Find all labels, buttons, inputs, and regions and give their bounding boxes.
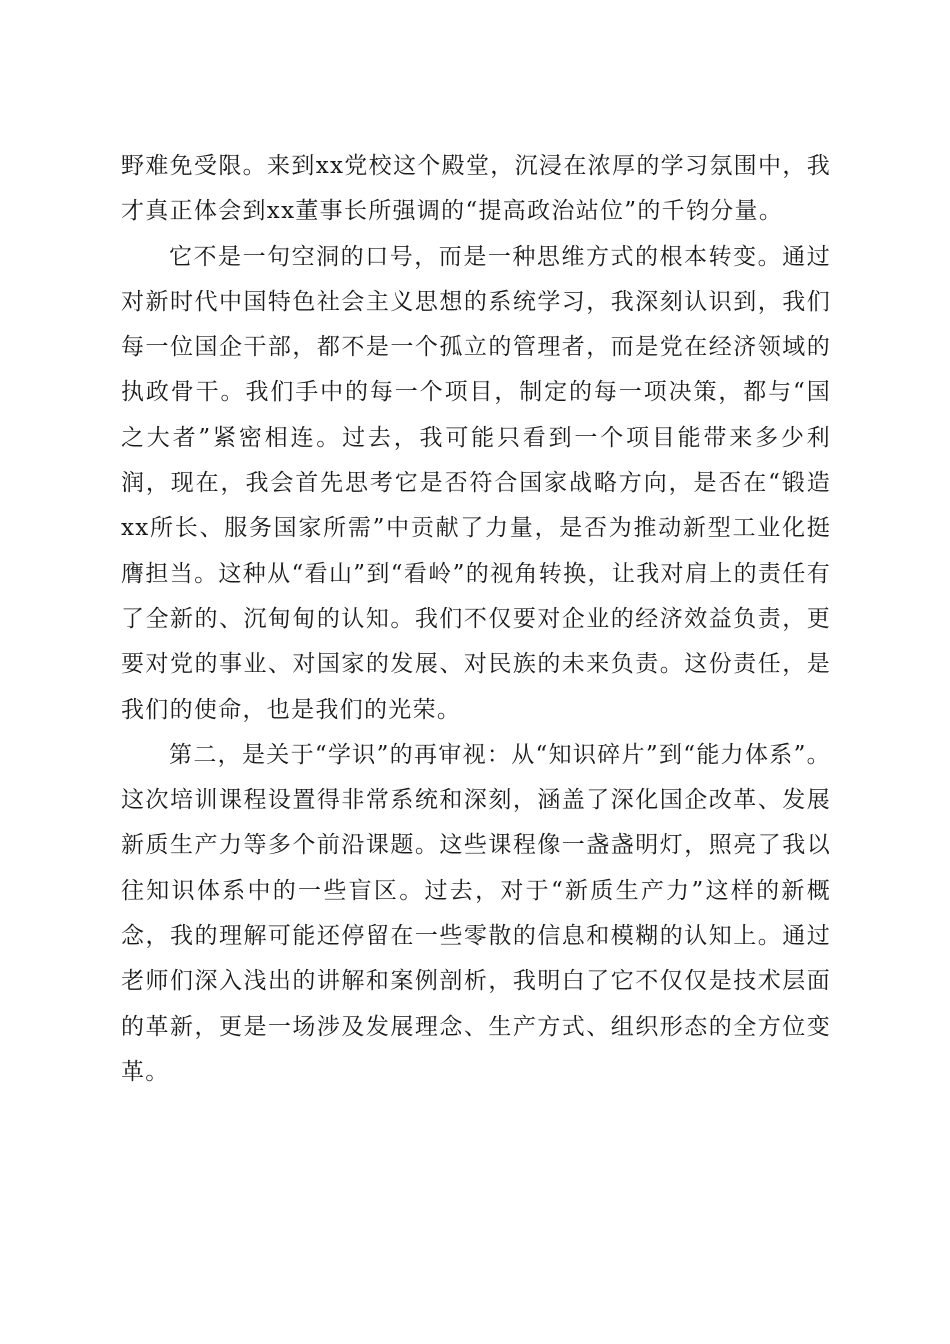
paragraph-knowledge-review: 第二，是关于“学识”的再审视：从“知识碎片”到“能力体系”。这次培训课程设置得非常系统和深刻，涵盖了深化国企改革、发展新质生产力等多个前沿课题。这些课程像一盏盏明灯，照亮了我以往知识体系中的一些盲区。过去，对于“新质生产力”这样的新概念，我的理解可能还停留在一些零散的信息和模糊的认知上。通过老师们深入浅出的讲解和案例剖析，我明白了它不仅仅是技术层面的革新，更是一场涉及发展理念、生产方式、组织形态的全方位变革。 (121, 741, 831, 1085)
document-body (121, 144, 831, 1095)
paragraph-continued: 野难免受限。来到xx党校这个殿堂，沉浸在浓厚的学习氛围中，我才真正体会到xx董事长所强调的“提高政治站位”的千钧分量。 (121, 153, 831, 225)
paragraph-political-stance: 它不是一句空洞的口号，而是一种思维方式的根本转变。通过对新时代中国特色社会主义思想的系统学习，我深刻认识到，我们每一位国企干部，都不是一个孤立的管理者，而是党在经济领域的执政骨干。我们手中的每一个项目，制定的每一项决策，都与“国之大者”紧密相连。过去，我可能只看到一个项目能带来多少利润，现在，我会首先思考它是否符合国家战略方向，是否在“锻造xx所长、服务国家所需”中贡献了力量，是否为推动新型工业化挺膺担当。这种从“看山”到“看岭”的视角转换，让我对肩上的责任有了全新的、沉甸甸的认知。我们不仅要对企业的经济效益负责，更要对党的事业、对国家的发展、对民族的未来负责。这份责任，是我们的使命，也是我们的光荣。 (121, 243, 831, 723)
